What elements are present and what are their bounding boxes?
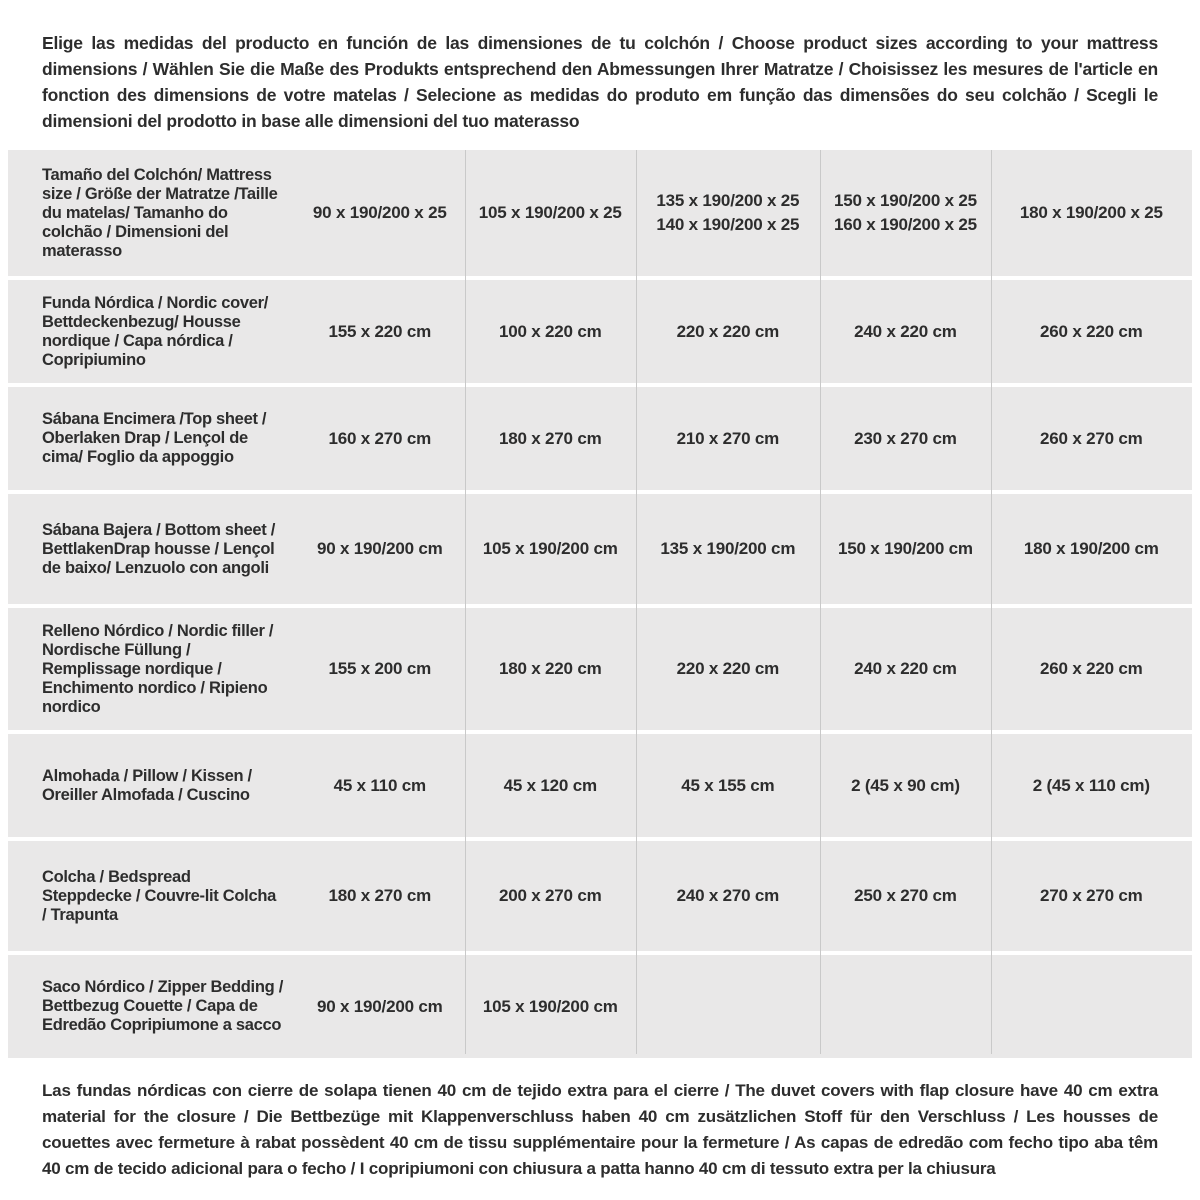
size-value: 240 x 220 cm <box>854 659 957 678</box>
size-value: 230 x 270 cm <box>854 428 957 448</box>
size-value: 45 x 110 cm <box>333 775 426 795</box>
size-value: 2 (45 x 90 cm) <box>851 775 960 795</box>
column-separator <box>636 150 637 1054</box>
size-value: 270 x 270 cm <box>1040 886 1143 905</box>
size-value: 155 x 200 cm <box>328 659 432 678</box>
row-label: Relleno Nórdico / Nordic filler / Nordische Füllung / Remplissage nordique / Enchimento nordico / Ripieno nordico <box>42 621 274 716</box>
row-label: Saco Nórdico / Zipper Bedding / Bettbezug Couette / Capa de Edredão Copripiumone a sacco <box>42 978 283 1034</box>
footnote-text: Las fundas nórdicas con cierre de solapa tienen 40 cm de tejido extra para el cierre / The duvet covers with flap closure have 40 cm extra material for the closure / Die Bettbezüge mit Klappenverschluss haben 40 cm zusätzlichen Stoff für den Verschluss / Les housses de couettes avec fermeture à rabat possèdent 40 cm de tissu supplémentaire pour la fermeture / As capas de edredão com fecho tipo aba têm 40 cm de tecido adicional para o fecho / I copripiumoni con chiusura a patta hanno 40 cm di tessuto extra per la chiusura <box>42 1081 1158 1178</box>
size-value <box>635 955 820 1058</box>
size-value: 180 x 190/200 cm <box>1023 539 1159 558</box>
table-row <box>8 494 1192 604</box>
size-value: 180 x 270 cm <box>328 886 432 905</box>
row-label: Colcha / Bedspread Steppdecke / Couvre-lit Colcha / Trapunta <box>42 867 276 924</box>
mattress-size-header: 180 x 190/200 x 25 <box>1019 203 1163 222</box>
size-value: 105 x 190/200 cm <box>482 996 618 1016</box>
size-value: 90 x 190/200 cm <box>316 996 443 1016</box>
row-label: Sábana Encimera /Top sheet / Oberlaken Drap / Lençol de cima/ Foglio da appoggio <box>42 410 267 466</box>
size-value: 260 x 220 cm <box>1040 321 1143 341</box>
size-value: 240 x 220 cm <box>854 321 957 341</box>
mattress-size-header: 105 x 190/200 x 25 <box>478 203 622 222</box>
size-value: 45 x 155 cm <box>681 775 775 795</box>
size-value: 180 x 220 cm <box>498 659 602 678</box>
size-value <box>820 955 990 1058</box>
column-separator <box>820 150 821 1054</box>
size-value: 135 x 190/200 cm <box>660 539 796 558</box>
size-value: 180 x 270 cm <box>498 428 602 448</box>
size-value: 220 x 220 cm <box>676 321 780 341</box>
mattress-size-header: 135 x 190/200 x 25 140 x 190/200 x 25 <box>656 191 800 234</box>
row-label: Almohada / Pillow / Kissen / Oreiller Almofada / Cuscino <box>42 766 252 804</box>
table-row <box>8 841 1192 951</box>
intro-text: Elige las medidas del producto en función de las dimensiones de tu colchón / Choose product sizes according to your mattress dimensions / Wählen Sie die Maße des Produkts entsprechend den Abmessungen Ihrer Matratze / Choisissez les mesures de l'article en fonction des dimensions de votre matelas / Selecione as medidas do produto em função das dimensões do seu colchão / Scegli le dimensioni del prodotto in base alle dimensioni del tuo materasso <box>42 33 1158 131</box>
table-header-row <box>8 150 1192 276</box>
size-value: 260 x 220 cm <box>1040 659 1143 678</box>
column-separator <box>465 150 466 1054</box>
row-label: Funda Nórdica / Nordic cover/ Bettdeckenbezug/ Housse nordique / Capa nórdica / Copripiumino <box>42 293 269 369</box>
size-value: 240 x 270 cm <box>676 886 780 905</box>
mattress-size-header: 90 x 190/200 x 25 <box>312 203 447 222</box>
size-value: 2 (45 x 110 cm) <box>1032 775 1150 795</box>
column-header-label: Tamaño del Colchón/ Mattress size / Größe der Matratze /Taille du matelas/ Tamanho do colchão / Dimensioni del materasso <box>42 165 278 260</box>
size-value <box>991 955 1192 1058</box>
table-row <box>8 280 1192 383</box>
size-value: 105 x 190/200 cm <box>482 539 618 558</box>
size-value: 210 x 270 cm <box>676 428 780 448</box>
mattress-size-header: 150 x 190/200 x 25 160 x 190/200 x 25 <box>833 191 977 234</box>
table-row <box>8 608 1192 730</box>
size-value: 200 x 270 cm <box>498 886 602 905</box>
row-label: Sábana Bajera / Bottom sheet / BettlakenDrap housse / Lençol de baixo/ Lenzuolo con angoli <box>42 520 276 577</box>
size-value: 90 x 190/200 cm <box>316 539 443 558</box>
size-value: 250 x 270 cm <box>854 886 957 905</box>
size-value: 220 x 220 cm <box>676 659 780 678</box>
size-value: 100 x 220 cm <box>498 321 602 341</box>
size-value: 150 x 190/200 cm <box>838 539 973 558</box>
size-value: 260 x 270 cm <box>1040 428 1143 448</box>
column-separator <box>991 150 992 1054</box>
size-value: 160 x 270 cm <box>328 428 432 448</box>
table-row <box>8 734 1192 837</box>
size-value: 45 x 120 cm <box>503 775 597 795</box>
table-row <box>8 955 1192 1058</box>
size-table <box>8 150 1192 1058</box>
table-row <box>8 387 1192 490</box>
size-value: 155 x 220 cm <box>328 321 432 341</box>
